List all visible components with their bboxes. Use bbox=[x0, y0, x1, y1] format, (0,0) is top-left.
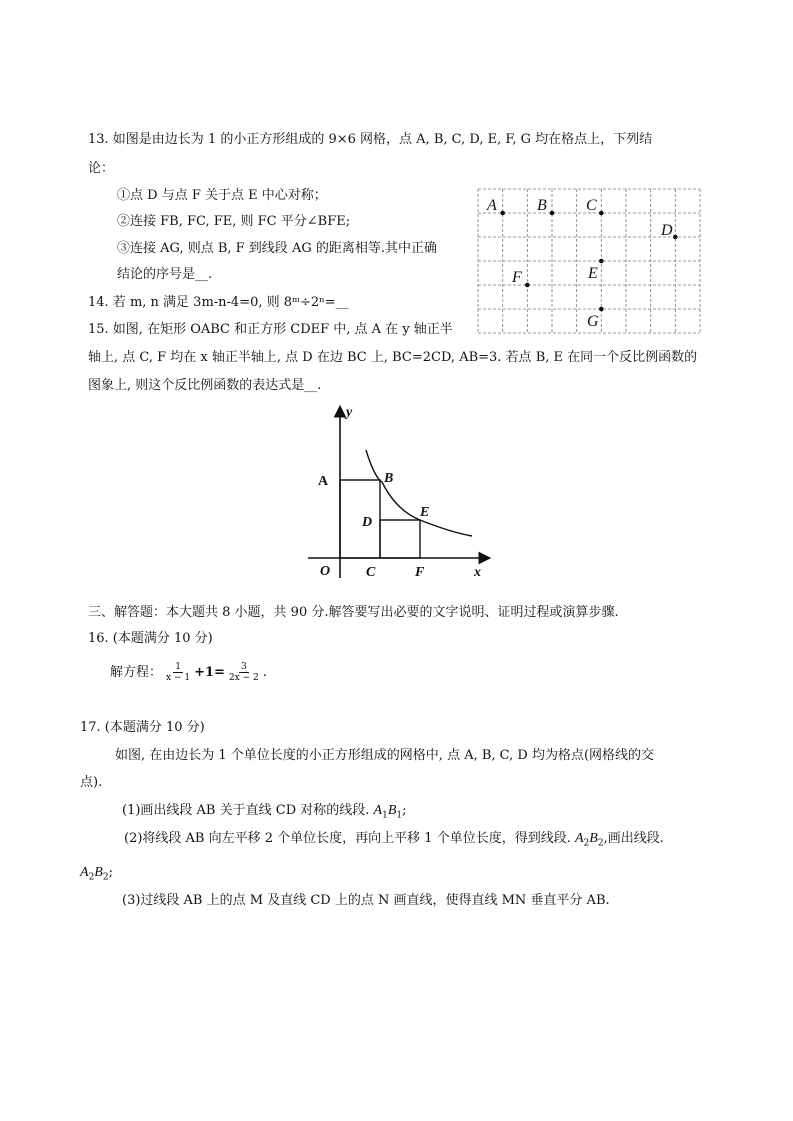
q17-part1-B: B bbox=[387, 803, 397, 818]
label-G: G bbox=[587, 313, 599, 330]
label-x: x bbox=[474, 565, 481, 580]
q17-part2-A: A bbox=[574, 831, 584, 846]
q17-part2b-A: A bbox=[80, 865, 89, 880]
q16-plus-one: +1= bbox=[194, 665, 225, 680]
point-B bbox=[550, 211, 555, 216]
q17-line2: 点). bbox=[80, 775, 103, 790]
q17-part2 bbox=[124, 830, 664, 853]
q16-fraction-2 bbox=[227, 662, 261, 683]
q13-line2: 论： bbox=[88, 161, 115, 176]
q15-line1: 15. 如图, 在矩形 OABC 和正方形 CDEF 中, 点 A 在 y 轴正半 bbox=[88, 322, 453, 337]
label-E: E bbox=[420, 505, 430, 520]
section3-heading: 三、解答题：本大题共 8 小题，共 90 分.解答要写出必要的文字说明、证明过程或演算步骤. bbox=[88, 605, 619, 620]
square-CDEF bbox=[380, 520, 420, 558]
q17-part1-A: A bbox=[373, 803, 383, 818]
q16-frac1-num: 1 bbox=[175, 662, 181, 672]
q13-line1: 13. 如图是由边长为 1 的小正方形组成的 9×6 网格，点 A, B, C, D, E, F, G 均在格点上，下列结 bbox=[88, 132, 653, 147]
q17-part2b-sub-b: 2 bbox=[102, 872, 109, 883]
label-F: F bbox=[415, 565, 425, 580]
q17-part1-sub-b: 1 bbox=[396, 810, 403, 821]
q17-part1 bbox=[122, 802, 407, 825]
q16-frac2-den: 2x − 2 bbox=[228, 673, 259, 683]
q17-part1-text: (1)画出线段 AB 关于直线 CD 对称的线段. bbox=[122, 803, 370, 818]
q13-item3: ③连接 AG, 则点 B, F 到线段 AG 的距离相等.其中正确 bbox=[117, 241, 437, 256]
q17-part2b-sub-a: 2 bbox=[88, 872, 95, 883]
q16-equation bbox=[110, 662, 267, 683]
q17-part1-sub-a: 1 bbox=[382, 810, 388, 821]
hyperbola-curve bbox=[366, 450, 472, 536]
q17-title: 17. (本题满分 10 分) bbox=[80, 720, 205, 735]
q13-item1: ①点 D 与点 F 关于点 E 中心对称； bbox=[117, 188, 327, 203]
label-B: B bbox=[384, 471, 394, 486]
point-F bbox=[525, 283, 530, 288]
label-D: D bbox=[362, 515, 373, 530]
q14-line1: 14. 若 m, n 满足 3m-n-4=0, 则 8ᵐ÷2ⁿ=__ bbox=[88, 295, 349, 310]
point-E bbox=[599, 259, 604, 264]
q17-part2-sub-b: 2 bbox=[597, 838, 604, 849]
label-E: E bbox=[588, 265, 598, 282]
q16-end: . bbox=[262, 665, 267, 680]
label-C: C bbox=[586, 197, 597, 214]
q16-title: 16. (本题满分 10 分) bbox=[88, 631, 213, 646]
q17-part2-text: (2)将线段 AB 向左平移 2 个单位长度，再向上平移 1 个单位长度，得到线段. bbox=[124, 831, 571, 846]
point-A bbox=[500, 211, 505, 216]
q16-fraction-1 bbox=[164, 662, 192, 683]
q13-item2: ②连接 FB, FC, FE, 则 FC 平分∠BFE; bbox=[117, 214, 351, 229]
q15-line2: 轴上, 点 C, F 均在 x 轴正半轴上, 点 D 在边 BC 上, BC=2CD, AB=3. 若点 B, E 在同一个反比例函数的 bbox=[88, 350, 698, 365]
point-G bbox=[599, 307, 604, 312]
q17-part2b bbox=[80, 864, 113, 887]
q17-line1: 如图, 在由边长为 1 个单位长度的小正方形组成的网格中, 点 A, B, C, D 均为格点(网格线的交 bbox=[115, 748, 655, 763]
q16-prefix: 解方程： bbox=[110, 665, 163, 680]
q15-line3: 图象上, 则这个反比例函数的表达式是__. bbox=[88, 378, 322, 393]
q17-part2-sub-a: 2 bbox=[583, 838, 590, 849]
label-C: C bbox=[366, 565, 376, 580]
q13-item4: 结论的序号是__. bbox=[117, 267, 213, 282]
q16-frac1-den: x − 1 bbox=[166, 673, 191, 683]
q17-part2-end: ,画出线段. bbox=[603, 831, 664, 846]
label-O: O bbox=[320, 564, 331, 579]
q16-frac2-num: 3 bbox=[240, 662, 247, 672]
q17-part1-end: ; bbox=[402, 803, 407, 818]
label-F: F bbox=[512, 269, 522, 286]
label-A: A bbox=[487, 197, 497, 214]
label-y: y bbox=[346, 405, 353, 420]
q17-part2b-end: ; bbox=[108, 865, 113, 880]
label-B: B bbox=[537, 197, 547, 214]
q17-part3: (3)过线段 AB 上的点 M 及直线 CD 上的点 N 画直线，使得直线 MN 垂直平分 AB. bbox=[122, 893, 610, 908]
label-A: A bbox=[318, 474, 329, 489]
graph-figure bbox=[300, 400, 500, 585]
point-D bbox=[673, 235, 678, 240]
label-D: D bbox=[661, 222, 673, 239]
rectangle-OABC bbox=[340, 480, 380, 558]
q17-part2-B: B bbox=[589, 831, 598, 846]
point-C bbox=[599, 211, 604, 216]
grid-figure bbox=[470, 185, 710, 340]
q17-part2b-B: B bbox=[94, 865, 103, 880]
